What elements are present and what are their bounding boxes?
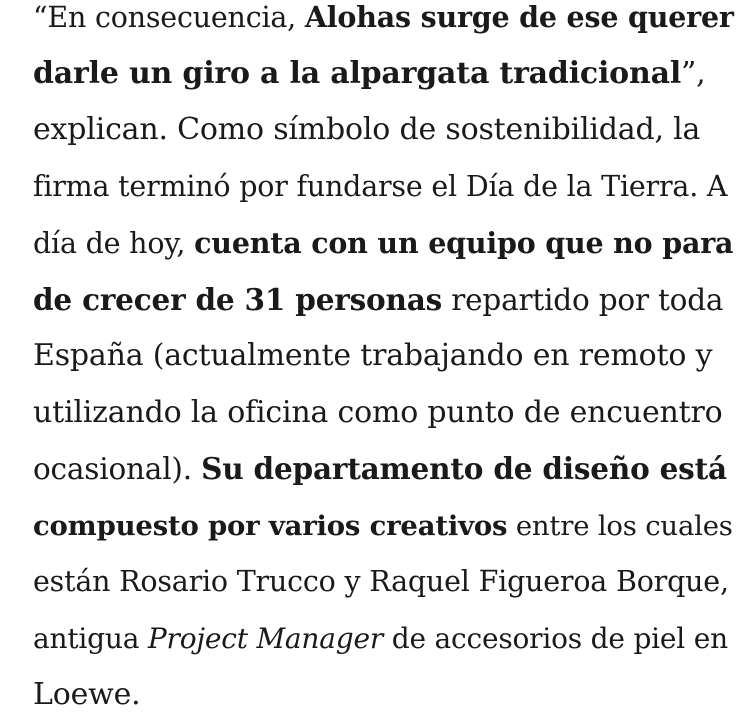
paragraph-line (33, 272, 733, 329)
paragraph-line (33, 611, 733, 668)
text-segment: ”, (681, 55, 706, 91)
bold-text-segment: de crecer de 31 personas (33, 281, 443, 317)
text-segment: entre los cuales (507, 509, 733, 542)
text-segment: firma terminó por fundarse el Día de la Tierra. A (33, 169, 728, 203)
text-segment: utilizando la oficina como punto de encuentro (33, 394, 723, 430)
paragraph-line (33, 441, 733, 498)
paragraph-line (33, 554, 733, 611)
paragraph-line (33, 328, 733, 385)
bold-text-segment: Alohas surge de ese querer (304, 0, 734, 34)
paragraph-line (33, 498, 733, 555)
text-segment: antigua (33, 621, 148, 655)
text-segment: explican. Como símbolo de sostenibilidad, la (33, 112, 701, 147)
paragraph-line (33, 46, 733, 103)
paragraph-line (33, 159, 733, 216)
paragraph-line (33, 215, 733, 272)
paragraph-line (33, 102, 733, 159)
text-segment: repartido por toda (442, 282, 724, 317)
italic-text-segment: Project Manager (147, 621, 384, 655)
paragraph-line (33, 0, 733, 46)
article-paragraph (33, 0, 733, 724)
bold-text-segment: darle un giro a la alpargata tradicional (33, 55, 682, 91)
bold-text-segment: compuesto por varios creativos (33, 509, 508, 542)
bold-text-segment: Su departamento de diseño está (201, 451, 727, 486)
text-segment: “En consecuencia, (33, 1, 305, 34)
text-segment: España (actualmente trabajando en remoto y (33, 338, 713, 373)
text-segment: ocasional). (33, 452, 202, 486)
paragraph-line (33, 385, 733, 442)
paragraph-line (33, 667, 733, 724)
text-segment: están Rosario Trucco y Raquel Figueroa Borque, (33, 565, 729, 598)
text-segment: Loewe. (33, 677, 141, 712)
bold-text-segment: cuenta con un equipo que no para (194, 226, 734, 260)
text-segment: de accesorios de piel en (383, 621, 728, 655)
text-segment: día de hoy, (33, 227, 195, 260)
